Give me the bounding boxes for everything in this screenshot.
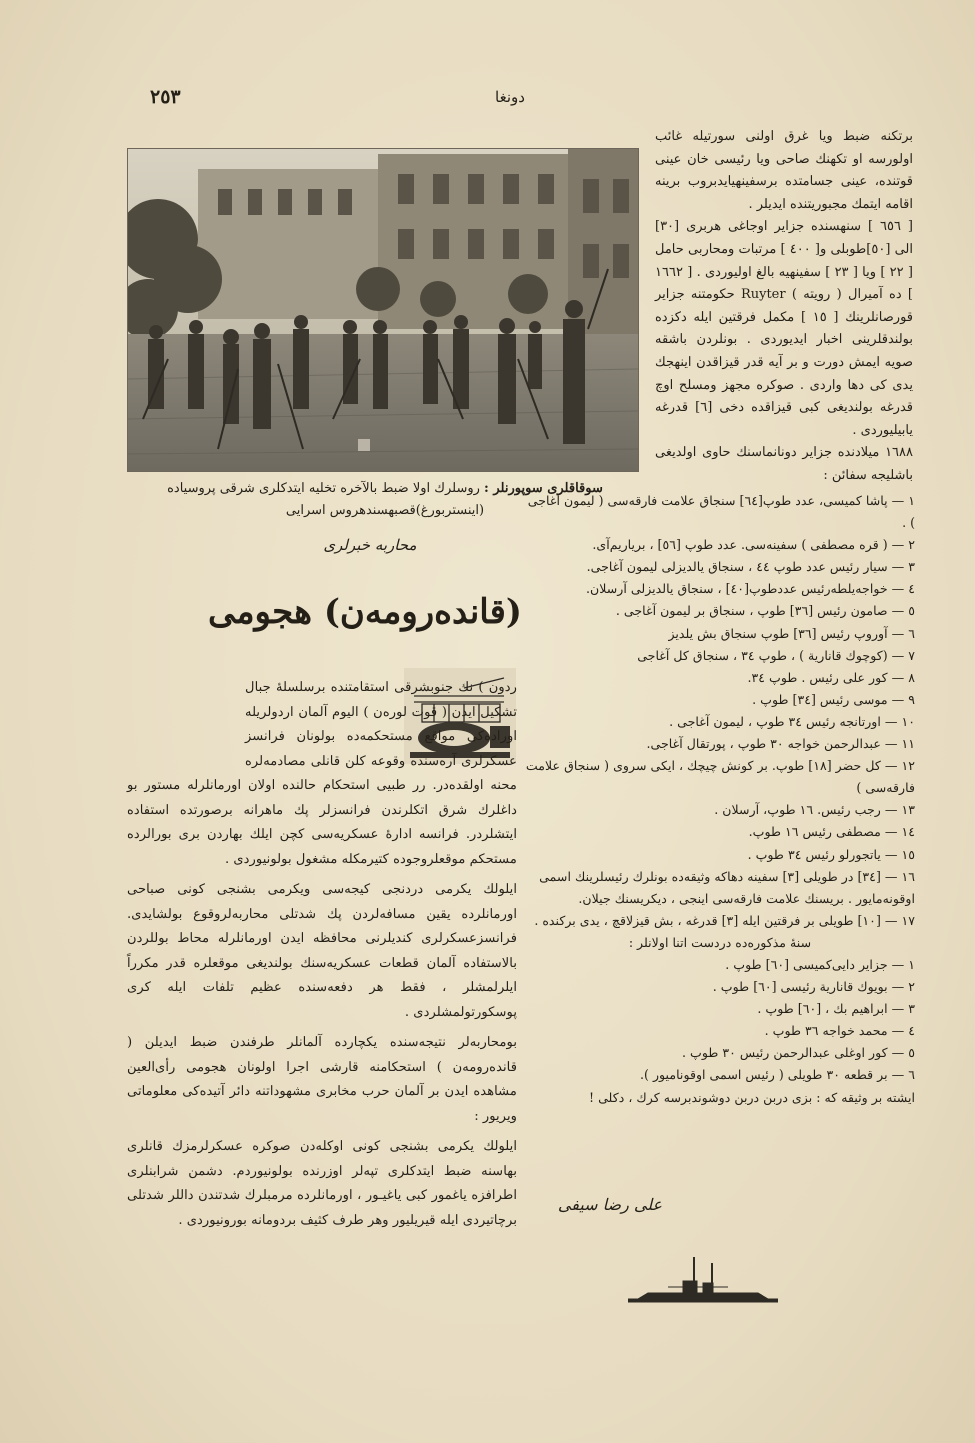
list-item: ٩ — موسى رئيس [٣٤] طوپ . (752, 691, 915, 707)
article-paragraph: بومحاربه‌لر نتيجه‌سنده يكچارده آلمانلر طرفندن ضبط ايديلن ( قانده‌رومه‌ن ) استحكامنه قارشى اجرا اولونان هجومى رأى‌العين مشاهده ايدن بر آلمان حرب مخابرى مشهوداتنه دائر آتيده‌كى معلوماتى ويريور : (127, 1035, 517, 1124)
article-body (127, 676, 517, 1239)
list-item: ٢ — ( قره مصطفى ) سفينه‌سى. عدد طوپ [٥٦] ، برياريم‌آى. (592, 537, 915, 553)
article-paragraph: ايلولك يكرمى بشنجى كونى اوكله‌دن صوكره عسكرلرمزك قانلرى بهاسنه ضبط ايتدكلرى تپه‌لر اوزرنده بولونيوردم. دشمن شرابنلرى اطرافزه ياغمور كبى ياغيـور ، اورمانلرده مرمبلرك شدتندن داللر شدتلى برچاتيردى ايله قيريليور وهر طرف كثيف بردومانه بورونيوردى . (127, 1139, 517, 1228)
captured-item: ٤ — محمد خواجه ٣٦ طوپ . (764, 1023, 915, 1039)
list-item: ٦ — آوروپ رئيس [٣٦] طوپ سنجاق بش يلديز (668, 625, 915, 641)
photo-illustration (128, 149, 638, 471)
street-sweepers-photo (127, 148, 639, 472)
caption-text: روسلرك اولا ضبط بالآخره تخليه ايتدكلرى شرقى پروسياده (اينستربورغ)قصبهسندهروس اسرايى (167, 481, 485, 518)
list-item: ١٤ — مصطفى رئيس ١٦ طوپ. (748, 824, 915, 840)
list-item: ١٢ — كل حضر [١٨] طوپ. بر كونش چيچك ، ايكى سروى ( سنجاق علامت فارقه‌سى ) (525, 758, 915, 796)
list-item: ١٧ — [١٠] طويلى بر فرقتين ايله [٣] قدرغه ، بش قيزلاقچ ، يدى بركنده . (534, 912, 915, 928)
captured-item: ٦ — بر قطعه ٣٠ طويلى ( رئيس اسمى اوقوناميور ). (640, 1067, 915, 1083)
right-paragraph: [ ٦٥٦ ] سنهسنده جزاير اوجاغى هربرى [٣٠] الى [٥٠]طوبلى و[ ٤٠٠ ] مرتبات ومحاربى حامل [ ٢٢ ] ويا [ ٢٣ ] سفينهيه بالغ اوليوردى . [ ١٦٦٢ ] ده آميرال ( رويته ) Ruyter حكومتنه جزاير قورصانلرينك [ ١٥ ] مكمل فرقتين ايله دكزده بولندقلرينى اخبار ايديوردى . بونلردن باشقه صويه ايمش دورت و بر آيه قدر قيزاقدن اينهجك يدى كى دها واردى . صوكره مجهز ومسلح اوچ قدرغه بولنديغى كبى قيزاقده دخى [٦] قدرغه يابيليوردى . (655, 219, 914, 438)
article-paragraph: ردون ) نك جنوبشرقى استقامتنده برسلسلهٔ جبال تشكيل ايدن ( قوت لورەن ) اليوم آلمان اردولريله اورادەكى مواقع مستحكمەدە بولونان فرانسز عسكرلرى آرەسندە وقوعه كلن قانلى مصادمەلرە محنه اولقدەدر. رر طبيى استحكام حالندە اولان اورمانلرله مستور بو داغلرك شرق اتكلرندن فرانسزلر پك ماهرانه برصورتده استفاده ايتشلردر. فرانسه ادارهٔ عسكريه‌سى كچن ايلك بهاردن برى بورالردە مستحكم موقعلروجوده كتيرمكله مشغول بولونيوردى . (127, 680, 517, 867)
list-item: ١٦ — [٣٤] در طويلى [٣] سفينه دهاكه وثيقه‌ده بونلرك رئيسلرينك اسمى اوقونه‌مايور . بريسنك علامت فارقه‌سى اينجى ، ديكريسنك جيلان. (539, 868, 915, 906)
running-head: دونغا (495, 88, 525, 106)
author-signature: على رضا سيفى (557, 1195, 663, 1214)
illustration-spacer (127, 676, 245, 774)
list-item: ١ — پاشا كميسى، عدد طوپ[٦٤] سنجاق علامت فارقه‌سى ( ليمون آغاجى ) . (527, 493, 915, 531)
article-title: (قانده‌رومه‌ن) هجومى (208, 592, 522, 632)
captured-item: ٣ — ابراهيم بك ، [٦٠] طوپ . (757, 1001, 915, 1017)
list-item: ١١ — عبدالرحمن خواجه ٣٠ طوپ ، پورتقال آغاجى. (646, 736, 915, 752)
list-item: ٣ — سيار رئيس عدد طوپ ٤٤ ، سنجاق يالديزلى ليمون آغاجى. (586, 559, 915, 575)
caption-title: سوقاقلرى سوپورنلر : (484, 481, 603, 496)
list-item: ١٠ — اورتانجه رئيس ٣٤ طوپ ، ليمون آغاجى . (669, 713, 915, 729)
list-item: ٥ — صامون رئيس [٣٦] طوپ ، سنجاق بر ليمون آغاجى . (615, 603, 915, 619)
page-number: ٢٥٣ (150, 86, 181, 108)
list-item: ٧ — (كوچوك قانارية ) ، طوپ ٣٤ ، سنجاق كل آغاجى (637, 647, 915, 663)
closing-line: ايشته بر وثيقه كه : بزى دربن دربن دوشوندبرسه كرك ، دكلى ! (589, 1089, 915, 1105)
captured-item: ١ — جزاير دايى‌كميسى [٦٠] طوپ . (725, 956, 915, 972)
article-paragraph: ايلولك يكرمى دردنجى كيجه‌سى ويكرمى بشنجى كونى صباحى اورمانلرده يقين مسافه‌لردن پك شدتلى محاربه‌لروقوع بولشايدى. فرانسزعسكرلرى كنديلرنى محافظه ايدن اورمانلرله محاط بوللردن بالاستفاده آلمان قطعات عسكريه‌سنك بولنديغى موقعلره قدر مكرراً ايلرلمشلر ، فقط هر دفعه‌سنده عظيم تلفات ايله كرى پوسكورتولمشلردى . (127, 882, 517, 1020)
captured-item: ٥ — كور اوغلى عبدالرحمن رئيس ٣٠ طوپ . (681, 1045, 915, 1061)
right-paragraph: ١٦٨٨ ميلادنده جزاير دونانماسنك حاوى اولديغى باشليجه سفائن : (655, 445, 913, 483)
captured-heading: سنهٔ مذكورەدە دردست اتنا اولانلر : (628, 934, 812, 950)
right-paragraph: برتكنه ضبط ويا غرق اولنى سورتيله غائب اولورسه او تكهنك صاحى ويا رئيسى خان عينى قوتنده، عينى جسامتده برسفينهيايدبروب برينه اقامه ايتمك مجبوريتنده ايديلر . (655, 129, 913, 212)
section-label: محاربه خبرلرى (323, 536, 417, 554)
list-item: ١٥ — ياتجورلو رئيس ٣٤ طوپ . (747, 846, 915, 862)
warship-illustration (628, 1255, 778, 1315)
list-item: ١٣ — رجب رئيس. ١٦ طوپ، آرسلان . (714, 802, 915, 818)
right-column-text (655, 126, 913, 488)
captured-item: ٢ — بويوك قانارية رئيسى [٦٠] طوپ . (712, 979, 915, 995)
list-item: ٨ — كور على رئيس . طوپ ٣٤. (747, 669, 915, 685)
list-item: ٤ — خواجه‌يلطه‌رئيس عددطوپ[٤٠] ، سنجاق يالديزلى آرسلان. (585, 581, 915, 597)
ship-list (525, 490, 915, 1109)
